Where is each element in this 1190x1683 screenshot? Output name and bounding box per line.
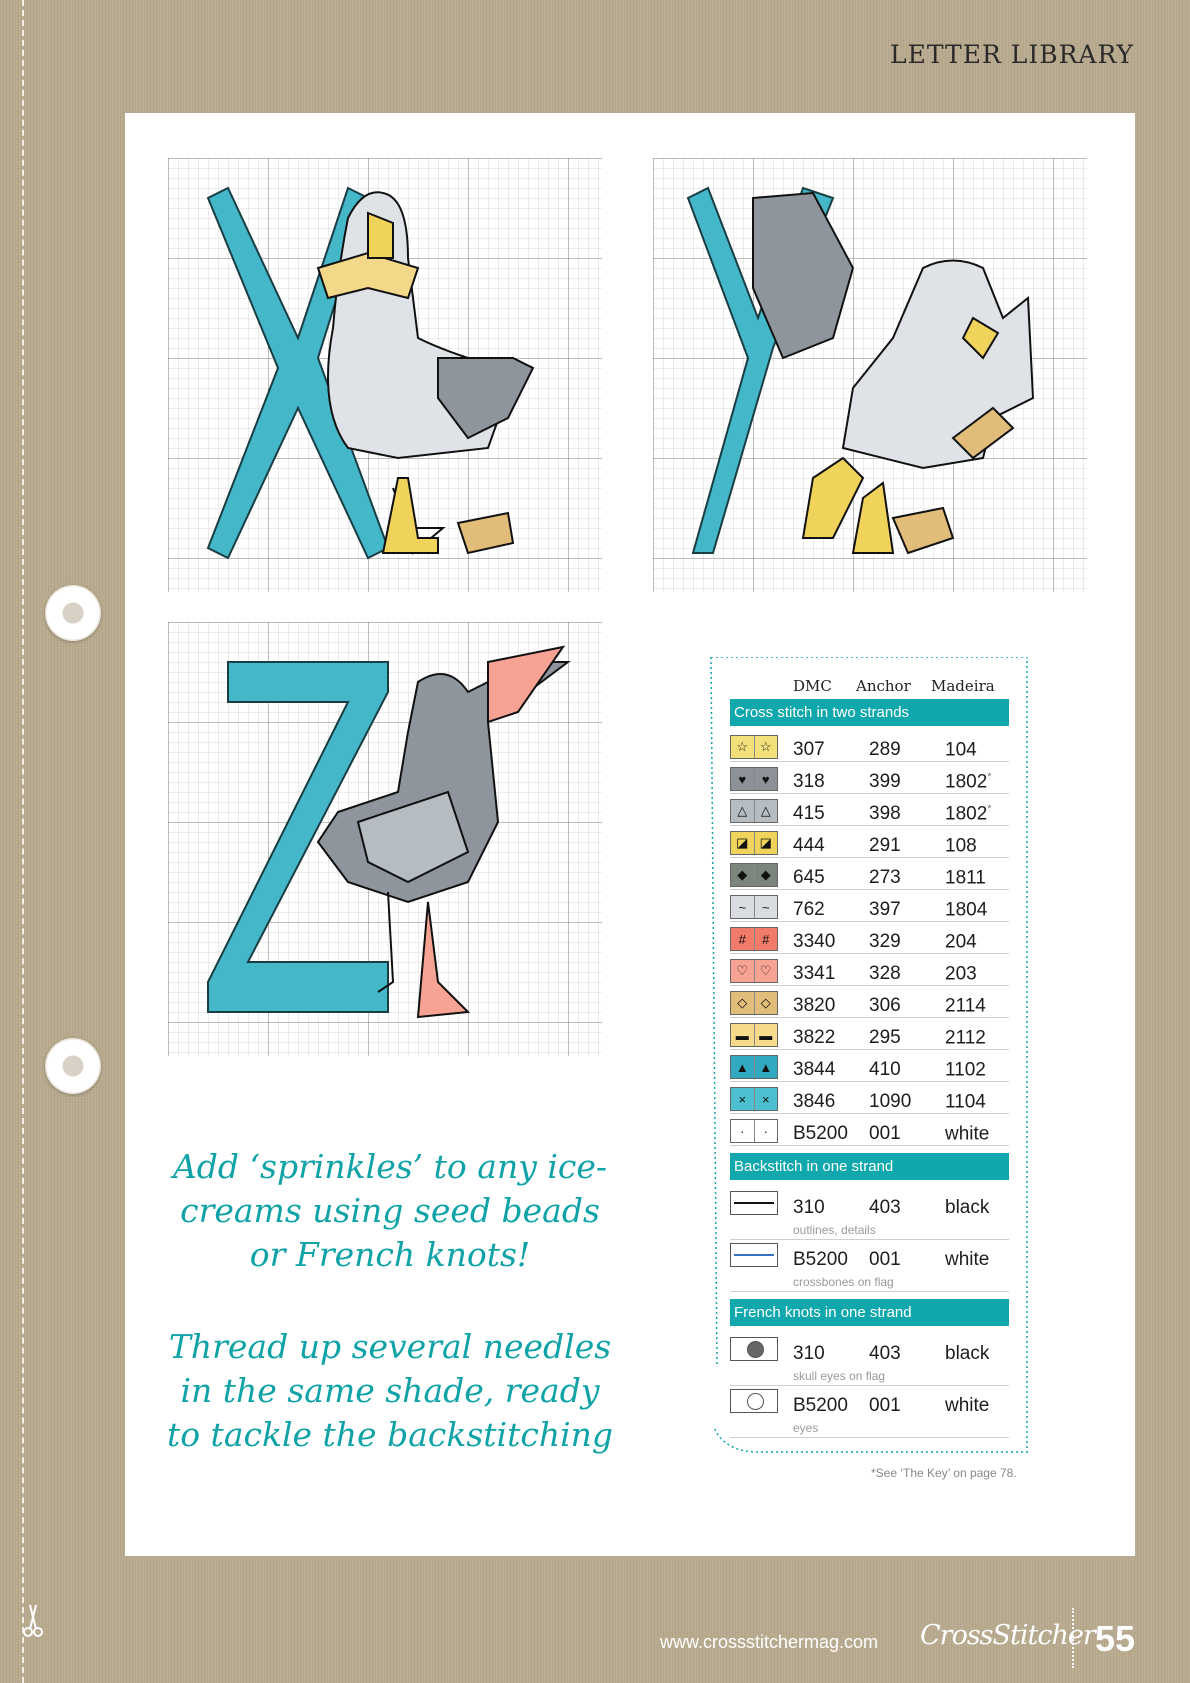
chart-letter-y xyxy=(653,158,1087,592)
stitch-symbol: ♡ xyxy=(759,963,772,978)
cross-stitch-title: Cross stitch in two strands xyxy=(730,699,1009,726)
cross-stitch-row xyxy=(730,921,1009,954)
thread-swatch xyxy=(730,799,778,823)
thread-key xyxy=(709,657,1029,1457)
stitch-symbol: × xyxy=(761,1091,770,1107)
asterisk-note: * xyxy=(987,803,992,815)
chart-letter-x xyxy=(168,158,602,592)
thread-dmc: 310 xyxy=(793,1343,825,1364)
cross-stitch-row xyxy=(730,761,1009,794)
stitch-symbol: ~ xyxy=(761,899,770,915)
chart-grid-z xyxy=(168,622,602,1056)
stitch-symbol: ♡ xyxy=(731,960,755,982)
thread-swatch xyxy=(730,991,778,1015)
thread-dmc: 318 xyxy=(793,771,825,792)
section-title: LETTER LIBRARY xyxy=(890,40,1134,69)
thread-swatch xyxy=(730,767,778,791)
thread-anchor: 289 xyxy=(869,739,901,760)
backstitch-line-icon xyxy=(730,1243,778,1267)
thread-madeira: 1804 xyxy=(945,899,988,921)
backstitch-line-icon xyxy=(730,1191,778,1215)
thread-dmc: 3844 xyxy=(793,1059,836,1080)
tip-needles: Thread up several needles in the same shade, ready to tackle the backstitching xyxy=(166,1327,614,1454)
french-knot-row xyxy=(730,1333,1009,1386)
tip-sprinkles: Add ‘sprinkles’ to any ice-creams using seed beads or French knots! xyxy=(172,1147,608,1274)
stitch-symbol: · xyxy=(763,1123,768,1139)
cross-stitch-row xyxy=(730,825,1009,858)
thread-dmc: 3822 xyxy=(793,1027,836,1048)
thread-anchor: 328 xyxy=(869,963,901,984)
thread-madeira: white xyxy=(945,1249,990,1270)
thread-anchor: 273 xyxy=(869,867,901,888)
stitch-symbol: ◪ xyxy=(731,832,755,854)
thread-anchor: 306 xyxy=(869,995,901,1016)
chart-grid-x xyxy=(168,158,602,592)
french-knot-icon xyxy=(730,1389,778,1413)
stitch-symbol: # xyxy=(731,928,755,950)
thread-dmc: 762 xyxy=(793,899,825,920)
chart-letter-z xyxy=(168,622,602,1056)
stitch-symbol: ◆ xyxy=(731,864,755,886)
footer-url[interactable]: www.crossstitchermag.com xyxy=(660,1632,879,1652)
thread-madeira: 1802* xyxy=(945,803,992,825)
french-knot-icon xyxy=(730,1337,778,1361)
backstitch-title: Backstitch in one strand xyxy=(730,1153,1009,1180)
thread-swatch xyxy=(730,1055,778,1079)
french-knot-title: French knots in one strand xyxy=(730,1299,1009,1326)
thread-madeira: 2114 xyxy=(945,995,986,1017)
french-knot-row xyxy=(730,1385,1009,1438)
thread-swatch xyxy=(730,1023,778,1047)
backstitch-row xyxy=(730,1239,1009,1292)
cross-stitch-row xyxy=(730,889,1009,922)
thread-anchor: 001 xyxy=(869,1395,901,1416)
footer-brand-logo: CrossStitcher xyxy=(920,1620,1095,1651)
footer-separator xyxy=(1072,1608,1074,1668)
thread-anchor: 397 xyxy=(869,899,901,920)
stitch-note: eyes xyxy=(793,1421,819,1435)
stitch-symbol: ◆ xyxy=(760,867,771,882)
stitch-symbol: ▬ xyxy=(759,1027,773,1043)
thread-anchor: 403 xyxy=(869,1197,901,1218)
stitch-note: skull eyes on flag xyxy=(793,1369,886,1383)
chart-grid-y xyxy=(653,158,1087,592)
thread-swatch xyxy=(730,927,778,951)
stitch-symbol: # xyxy=(762,931,770,947)
thread-swatch xyxy=(730,959,778,983)
thread-madeira: 108 xyxy=(945,835,977,857)
thread-dmc: B5200 xyxy=(793,1249,848,1270)
thread-dmc: 415 xyxy=(793,803,825,824)
key-footnote: *See ‘The Key’ on page 78. xyxy=(871,1466,1017,1480)
stitch-symbol: ☆ xyxy=(759,739,772,754)
header-dmc: DMC xyxy=(793,677,832,695)
thread-madeira: 203 xyxy=(945,963,977,985)
thread-dmc: B5200 xyxy=(793,1123,848,1144)
thread-dmc: 3846 xyxy=(793,1091,836,1112)
eyelet-icon xyxy=(45,585,101,641)
thread-madeira: white xyxy=(945,1395,990,1416)
scissors-icon xyxy=(18,1600,48,1640)
thread-madeira: black xyxy=(945,1343,990,1364)
stitch-symbol: ◇ xyxy=(760,995,771,1010)
thread-dmc: 307 xyxy=(793,739,825,760)
thread-anchor: 291 xyxy=(869,835,901,856)
thread-madeira: 2112 xyxy=(945,1027,986,1049)
cross-stitch-row xyxy=(730,1049,1009,1082)
thread-dmc: B5200 xyxy=(793,1395,848,1416)
thread-anchor: 295 xyxy=(869,1027,901,1048)
thread-dmc: 3340 xyxy=(793,931,836,952)
thread-madeira: 1802* xyxy=(945,771,992,793)
thread-madeira: white xyxy=(945,1123,990,1145)
thread-anchor: 001 xyxy=(869,1249,901,1270)
eyelet-icon xyxy=(45,1038,101,1094)
thread-madeira: 1104 xyxy=(945,1091,986,1113)
thread-anchor: 410 xyxy=(869,1059,901,1080)
thread-swatch xyxy=(730,831,778,855)
thread-swatch xyxy=(730,1087,778,1111)
header-madeira: Madeira xyxy=(931,677,995,695)
thread-swatch xyxy=(730,895,778,919)
stitch-symbol: ~ xyxy=(731,896,755,918)
stitch-symbol: ▲ xyxy=(759,1059,773,1075)
thread-anchor: 1090 xyxy=(869,1091,912,1112)
thread-dmc: 645 xyxy=(793,867,825,888)
cross-stitch-row xyxy=(730,953,1009,986)
thread-dmc: 3820 xyxy=(793,995,836,1016)
stitch-symbol: × xyxy=(731,1088,755,1110)
thread-madeira: 1811 xyxy=(945,867,986,889)
stitch-symbol: ▲ xyxy=(731,1056,755,1078)
thread-madeira: 104 xyxy=(945,739,977,761)
thread-anchor: 399 xyxy=(869,771,901,792)
stitch-symbol: ▬ xyxy=(731,1024,755,1046)
cross-stitch-row xyxy=(730,729,1009,762)
thread-swatch xyxy=(730,863,778,887)
thread-anchor: 403 xyxy=(869,1343,901,1364)
asterisk-note: * xyxy=(987,771,992,783)
stitch-symbol: ◪ xyxy=(759,835,772,850)
thread-dmc: 3341 xyxy=(793,963,836,984)
thread-swatch xyxy=(730,1119,778,1143)
binder-stitch-line xyxy=(22,0,24,1683)
page-number: 55 xyxy=(1095,1618,1136,1659)
backstitch-row xyxy=(730,1187,1009,1240)
thread-madeira: 1102 xyxy=(945,1059,986,1081)
stitch-symbol: ♥ xyxy=(761,771,770,787)
cross-stitch-row xyxy=(730,793,1009,826)
cross-stitch-row xyxy=(730,1113,1009,1146)
header-anchor: Anchor xyxy=(856,677,911,695)
stitch-symbol: △ xyxy=(760,803,771,818)
stitch-note: outlines, details xyxy=(793,1223,876,1237)
cross-stitch-row xyxy=(730,1017,1009,1050)
thread-dmc: 310 xyxy=(793,1197,825,1218)
thread-anchor: 398 xyxy=(869,803,901,824)
stitch-symbol: ☆ xyxy=(731,736,755,758)
cross-stitch-row xyxy=(730,1081,1009,1114)
thread-madeira: 204 xyxy=(945,931,977,953)
stitch-symbol: ♥ xyxy=(731,768,755,790)
cross-stitch-row xyxy=(730,985,1009,1018)
thread-dmc: 444 xyxy=(793,835,825,856)
stitch-note: crossbones on flag xyxy=(793,1275,894,1289)
thread-madeira: black xyxy=(945,1197,990,1218)
cross-stitch-row xyxy=(730,857,1009,890)
thread-swatch xyxy=(730,735,778,759)
stitch-symbol: ◇ xyxy=(731,992,755,1014)
stitch-symbol: △ xyxy=(731,800,755,822)
thread-anchor: 329 xyxy=(869,931,901,952)
thread-anchor: 001 xyxy=(869,1123,901,1144)
stitch-symbol: · xyxy=(731,1120,755,1142)
